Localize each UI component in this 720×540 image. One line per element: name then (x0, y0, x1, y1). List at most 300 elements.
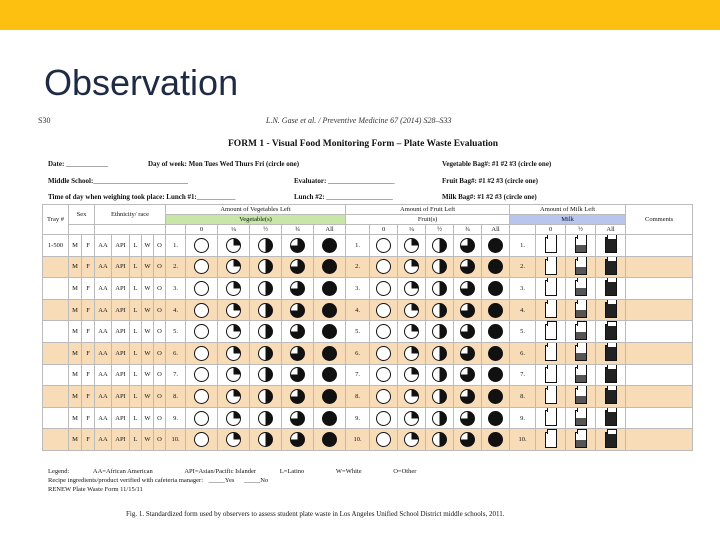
plate-circle-icon[interactable] (226, 367, 241, 382)
milk-carton-icon[interactable] (545, 259, 557, 275)
milk-row-number: 6. (510, 342, 536, 364)
fruit-row-number: 1. (346, 235, 370, 257)
plate-circle-icon[interactable] (258, 411, 273, 426)
milk-carton-icon[interactable] (605, 302, 617, 318)
ethnicity-option[interactable]: W (142, 364, 154, 386)
form-document (38, 112, 688, 522)
milk-row-number: 5. (510, 321, 536, 343)
comments-cell[interactable] (626, 342, 693, 364)
ethnicity-option[interactable]: W (142, 278, 154, 300)
school-field: Middle School:___________________________ (48, 177, 188, 185)
plate-circle-icon[interactable] (488, 303, 503, 318)
plate-circle-icon[interactable] (376, 238, 391, 253)
sex-f-option[interactable]: F (82, 364, 95, 386)
plate-circle-icon[interactable] (376, 303, 391, 318)
veg-row-number: 1. (166, 235, 186, 257)
tray-cell (43, 429, 69, 451)
ethnicity-option[interactable]: L (130, 386, 142, 408)
plate-circle-icon[interactable] (290, 367, 305, 382)
veg-row-number: 8. (166, 386, 186, 408)
ethnicity-option[interactable]: O (154, 299, 166, 321)
col-comments: Comments (626, 205, 693, 235)
fruit-row-number: 3. (346, 278, 370, 300)
ethnicity-option[interactable]: AA (95, 256, 112, 278)
sex-m-option[interactable]: M (69, 278, 82, 300)
plate-circle-icon[interactable] (488, 324, 503, 339)
table-row (43, 278, 693, 300)
plate-circle-icon[interactable] (322, 238, 337, 253)
ethnicity-option[interactable]: API (112, 429, 130, 451)
plate-circle-icon[interactable] (432, 411, 447, 426)
table-row (43, 235, 693, 257)
ethnicity-option[interactable]: W (142, 342, 154, 364)
form-title: FORM 1 - Visual Food Monitoring Form – Plate Waste Evaluation (228, 139, 499, 149)
fruit-bag-field: Fruit Bag#: #1 #2 #3 (circle one) (442, 177, 538, 185)
sex-m-option[interactable]: M (69, 364, 82, 386)
plate-circle-icon[interactable] (290, 303, 305, 318)
plate-circle-icon[interactable] (432, 259, 447, 274)
plate-circle-icon[interactable] (290, 259, 305, 274)
comments-cell[interactable] (626, 278, 693, 300)
tray-cell (43, 256, 69, 278)
top-accent-bar (0, 0, 720, 30)
veg-row-number: 10. (166, 429, 186, 451)
ethnicity-option[interactable]: API (112, 235, 130, 257)
ethnicity-option[interactable]: O (154, 321, 166, 343)
plate-circle-icon[interactable] (322, 432, 337, 447)
plate-circle-icon[interactable] (322, 411, 337, 426)
table-row (43, 256, 693, 278)
plate-circle-icon[interactable] (194, 389, 209, 404)
sex-m-option[interactable]: M (69, 321, 82, 343)
milk-row-number: 3. (510, 278, 536, 300)
plate-circle-icon[interactable] (226, 389, 241, 404)
plate-circle-icon[interactable] (432, 303, 447, 318)
plate-circle-icon[interactable] (432, 346, 447, 361)
plate-circle-icon[interactable] (194, 432, 209, 447)
tray-cell (43, 386, 69, 408)
plate-circle-icon[interactable] (488, 411, 503, 426)
plate-circle-icon[interactable] (460, 324, 475, 339)
ethnicity-option[interactable]: L (130, 342, 142, 364)
fruit-level: All (482, 225, 510, 235)
ethnicity-option[interactable]: W (142, 299, 154, 321)
veg-row-number: 2. (166, 256, 186, 278)
renew-line: RENEW Plate Waste Form 11/15/11 (48, 486, 143, 493)
sex-m-option[interactable]: M (69, 235, 82, 257)
ethnicity-option[interactable]: AA (95, 364, 112, 386)
ethnicity-option[interactable]: L (130, 299, 142, 321)
ethnicity-option[interactable]: L (130, 321, 142, 343)
plate-circle-icon[interactable] (488, 389, 503, 404)
fruit-level: ½ (426, 225, 454, 235)
plate-circle-icon[interactable] (460, 238, 475, 253)
sex-f-option[interactable]: F (82, 321, 95, 343)
plate-circle-icon[interactable] (258, 346, 273, 361)
ethnicity-option[interactable]: AA (95, 429, 112, 451)
veg-row-number: 6. (166, 342, 186, 364)
ethnicity-option[interactable]: O (154, 407, 166, 429)
milk-carton-icon[interactable] (575, 280, 587, 296)
plate-circle-icon[interactable] (194, 238, 209, 253)
milk-carton-icon[interactable] (605, 388, 617, 404)
plate-circle-icon[interactable] (290, 281, 305, 296)
plate-circle-icon[interactable] (460, 389, 475, 404)
sex-f-option[interactable]: F (82, 429, 95, 451)
veg-level: ½ (250, 225, 282, 235)
plate-circle-icon[interactable] (404, 259, 419, 274)
veg-level: 0 (186, 225, 218, 235)
ethnicity-option[interactable]: O (154, 278, 166, 300)
lunch2-field: Lunch #2: ___________________ (294, 193, 393, 201)
plate-circle-icon[interactable] (194, 324, 209, 339)
plate-circle-icon[interactable] (404, 238, 419, 253)
comments-cell[interactable] (626, 299, 693, 321)
plate-circle-icon[interactable] (322, 281, 337, 296)
tray-cell (43, 321, 69, 343)
ethnicity-option[interactable]: L (130, 429, 142, 451)
ethnicity-option[interactable]: L (130, 256, 142, 278)
sex-m-option[interactable]: M (69, 342, 82, 364)
comments-cell[interactable] (626, 429, 693, 451)
plate-circle-icon[interactable] (290, 432, 305, 447)
plate-circle-icon[interactable] (488, 281, 503, 296)
table-row (43, 364, 693, 386)
col-fruit-group: Amount of Fruit Left (346, 205, 510, 215)
plate-circle-icon[interactable] (460, 346, 475, 361)
comments-cell[interactable] (626, 235, 693, 257)
fruit-row-number: 2. (346, 256, 370, 278)
ethnicity-option[interactable]: API (112, 321, 130, 343)
plate-circle-icon[interactable] (376, 346, 391, 361)
milk-row-number: 8. (510, 386, 536, 408)
sex-m-option[interactable]: M (69, 386, 82, 408)
plate-circle-icon[interactable] (258, 238, 273, 253)
ethnicity-option[interactable]: O (154, 235, 166, 257)
col-veg-group: Amount of Vegetables Left (166, 205, 346, 215)
milk-carton-icon[interactable] (545, 324, 557, 340)
ethnicity-option[interactable]: O (154, 364, 166, 386)
ethnicity-option[interactable]: AA (95, 407, 112, 429)
veg-row-number: 4. (166, 299, 186, 321)
plate-circle-icon[interactable] (404, 432, 419, 447)
plate-circle-icon[interactable] (226, 324, 241, 339)
plate-circle-icon[interactable] (258, 259, 273, 274)
plate-circle-icon[interactable] (404, 367, 419, 382)
milk-level: 0 (536, 225, 566, 235)
plate-circle-icon[interactable] (226, 259, 241, 274)
plate-circle-icon[interactable] (322, 259, 337, 274)
ethnicity-option[interactable]: AA (95, 321, 112, 343)
tray-cell (43, 278, 69, 300)
col-fruit-sub: Fruit(s) (346, 215, 510, 225)
milk-bag-field: Milk Bag#: #1 #2 #3 (circle one) (442, 193, 537, 201)
sex-f-option[interactable]: F (82, 278, 95, 300)
plate-circle-icon[interactable] (226, 238, 241, 253)
plate-circle-icon[interactable] (226, 346, 241, 361)
sex-f-option[interactable]: F (82, 386, 95, 408)
sex-m-option[interactable]: M (69, 429, 82, 451)
ethnicity-option[interactable]: O (154, 256, 166, 278)
ethnicity-option[interactable]: W (142, 429, 154, 451)
col-sex: Sex (69, 205, 95, 225)
col-ethnicity: Ethnicity/ race (95, 205, 166, 225)
milk-row-number: 7. (510, 364, 536, 386)
sex-f-option[interactable]: F (82, 299, 95, 321)
milk-row-number: 2. (510, 256, 536, 278)
plate-circle-icon[interactable] (460, 281, 475, 296)
milk-level: ½ (566, 225, 596, 235)
plate-circle-icon[interactable] (460, 303, 475, 318)
ethnicity-option[interactable]: L (130, 235, 142, 257)
plate-circle-icon[interactable] (432, 281, 447, 296)
plate-circle-icon[interactable] (258, 303, 273, 318)
ethnicity-option[interactable]: AA (95, 342, 112, 364)
ethnicity-option[interactable]: L (130, 364, 142, 386)
plate-circle-icon[interactable] (432, 432, 447, 447)
ethnicity-option[interactable]: AA (95, 386, 112, 408)
plate-circle-icon[interactable] (258, 389, 273, 404)
table-row (43, 386, 693, 408)
ethnicity-option[interactable]: L (130, 407, 142, 429)
milk-carton-icon[interactable] (575, 237, 587, 253)
plate-circle-icon[interactable] (226, 432, 241, 447)
date-field: Date: ____________ (48, 160, 109, 168)
fruit-row-number: 6. (346, 342, 370, 364)
veg-bag-field: Vegetable Bag#: #1 #2 #3 (circle one) (442, 160, 552, 168)
plate-circle-icon[interactable] (376, 432, 391, 447)
veg-level: ¾ (282, 225, 314, 235)
plate-circle-icon[interactable] (258, 432, 273, 447)
plate-circle-icon[interactable] (194, 259, 209, 274)
milk-carton-icon[interactable] (605, 367, 617, 383)
plate-circle-icon[interactable] (258, 367, 273, 382)
ethnicity-option[interactable]: API (112, 256, 130, 278)
plate-circle-icon[interactable] (432, 324, 447, 339)
milk-row-number: 4. (510, 299, 536, 321)
tray-cell (43, 342, 69, 364)
ethnicity-option[interactable]: O (154, 342, 166, 364)
plate-circle-icon[interactable] (322, 324, 337, 339)
tray-cell (43, 299, 69, 321)
ethnicity-option[interactable]: O (154, 429, 166, 451)
veg-level: ¼ (218, 225, 250, 235)
ethnicity-option[interactable]: L (130, 278, 142, 300)
veg-row-number: 9. (166, 407, 186, 429)
plate-circle-icon[interactable] (290, 411, 305, 426)
plate-circle-icon[interactable] (376, 367, 391, 382)
plate-circle-icon[interactable] (290, 346, 305, 361)
plate-circle-icon[interactable] (488, 367, 503, 382)
ethnicity-option[interactable]: W (142, 407, 154, 429)
plate-circle-icon[interactable] (194, 411, 209, 426)
plate-circle-icon[interactable] (322, 303, 337, 318)
milk-carton-icon[interactable] (605, 259, 617, 275)
plate-waste-table (42, 204, 693, 451)
sex-m-option[interactable]: M (69, 256, 82, 278)
milk-carton-icon[interactable] (545, 345, 557, 361)
citation: L.N. Gase et al. / Preventive Medicine 67 (2014) S28–S33 (266, 116, 452, 125)
milk-row-number: 1. (510, 235, 536, 257)
comments-cell[interactable] (626, 407, 693, 429)
plate-circle-icon[interactable] (258, 324, 273, 339)
col-tray: Tray # (43, 205, 69, 235)
milk-carton-icon[interactable] (545, 410, 557, 426)
fruit-level: 0 (370, 225, 398, 235)
plate-circle-icon[interactable] (376, 281, 391, 296)
plate-circle-icon[interactable] (432, 367, 447, 382)
sex-m-option[interactable]: M (69, 407, 82, 429)
col-milk-sub: Milk (510, 215, 626, 225)
milk-carton-icon[interactable] (545, 302, 557, 318)
fruit-row-number: 7. (346, 364, 370, 386)
plate-circle-icon[interactable] (226, 411, 241, 426)
veg-row-number: 3. (166, 278, 186, 300)
milk-carton-icon[interactable] (545, 237, 557, 253)
plate-circle-icon[interactable] (488, 346, 503, 361)
plate-circle-icon[interactable] (258, 281, 273, 296)
plate-circle-icon[interactable] (194, 303, 209, 318)
milk-carton-icon[interactable] (605, 237, 617, 253)
milk-carton-icon[interactable] (545, 367, 557, 383)
table-row (43, 342, 693, 364)
ethnicity-option[interactable]: API (112, 386, 130, 408)
plate-circle-icon[interactable] (488, 259, 503, 274)
ethnicity-option[interactable]: W (142, 256, 154, 278)
comments-cell[interactable] (626, 386, 693, 408)
plate-circle-icon[interactable] (376, 389, 391, 404)
plate-circle-icon[interactable] (460, 411, 475, 426)
comments-cell[interactable] (626, 256, 693, 278)
day-field: Day of week: Mon Tues Wed Thurs Fri (circle one) (148, 160, 300, 168)
milk-carton-icon[interactable] (605, 345, 617, 361)
fruit-row-number: 5. (346, 321, 370, 343)
milk-carton-icon[interactable] (575, 324, 587, 340)
milk-row-number: 10. (510, 429, 536, 451)
ethnicity-option[interactable]: API (112, 407, 130, 429)
ethnicity-option[interactable]: O (154, 386, 166, 408)
milk-carton-icon[interactable] (575, 410, 587, 426)
tray-cell (43, 407, 69, 429)
plate-circle-icon[interactable] (376, 259, 391, 274)
tray-cell (43, 364, 69, 386)
milk-row-number: 9. (510, 407, 536, 429)
plate-circle-icon[interactable] (194, 346, 209, 361)
plate-circle-icon[interactable] (322, 389, 337, 404)
sex-f-option[interactable]: F (82, 235, 95, 257)
table-row (43, 321, 693, 343)
ethnicity-option[interactable]: W (142, 321, 154, 343)
ethnicity-option[interactable]: AA (95, 278, 112, 300)
plate-circle-icon[interactable] (404, 303, 419, 318)
table-row (43, 299, 693, 321)
milk-carton-icon[interactable] (605, 432, 617, 448)
plate-circle-icon[interactable] (460, 367, 475, 382)
plate-circle-icon[interactable] (404, 346, 419, 361)
table-row (43, 407, 693, 429)
figure-caption: Fig. 1. Standardized form used by observers to assess student plate waste in Los Angeles Unified School District middle schools, 2011. (126, 510, 505, 518)
table-row (43, 429, 693, 451)
plate-circle-icon[interactable] (404, 389, 419, 404)
plate-circle-icon[interactable] (290, 324, 305, 339)
slide-title: Observation (44, 62, 239, 103)
milk-carton-icon[interactable] (605, 324, 617, 340)
plate-circle-icon[interactable] (226, 303, 241, 318)
comments-cell[interactable] (626, 364, 693, 386)
plate-circle-icon[interactable] (194, 281, 209, 296)
legend-line: Legend: AA=African American API=Asian/Pacific Islander L=Latino W=White O=Other (48, 468, 417, 475)
tray-cell: 1-500 (43, 235, 69, 257)
plate-circle-icon[interactable] (460, 432, 475, 447)
veg-row-number: 5. (166, 321, 186, 343)
plate-circle-icon[interactable] (488, 238, 503, 253)
sex-f-option[interactable]: F (82, 342, 95, 364)
milk-carton-icon[interactable] (605, 280, 617, 296)
plate-circle-icon[interactable] (432, 389, 447, 404)
verify-line: Recipe ingredients/product verified with cafeteria manager: _____Yes _____No (48, 477, 269, 484)
sex-m-option[interactable]: M (69, 299, 82, 321)
milk-carton-icon[interactable] (575, 302, 587, 318)
veg-level: All (314, 225, 346, 235)
plate-circle-icon[interactable] (194, 367, 209, 382)
fruit-row-number: 4. (346, 299, 370, 321)
plate-circle-icon[interactable] (432, 238, 447, 253)
fruit-level: ¼ (398, 225, 426, 235)
fruit-row-number: 10. (346, 429, 370, 451)
fruit-row-number: 9. (346, 407, 370, 429)
sex-f-option[interactable]: F (82, 256, 95, 278)
plate-circle-icon[interactable] (290, 389, 305, 404)
milk-level: All (596, 225, 626, 235)
milk-carton-icon[interactable] (575, 432, 587, 448)
ethnicity-option[interactable]: W (142, 386, 154, 408)
sex-f-option[interactable]: F (82, 407, 95, 429)
ethnicity-option[interactable]: API (112, 342, 130, 364)
plate-circle-icon[interactable] (376, 411, 391, 426)
ethnicity-option[interactable]: W (142, 235, 154, 257)
evaluator-field: Evaluator: ___________________ (294, 177, 395, 185)
fruit-row-number: 8. (346, 386, 370, 408)
plate-circle-icon[interactable] (376, 324, 391, 339)
milk-carton-icon[interactable] (545, 432, 557, 448)
plate-circle-icon[interactable] (404, 281, 419, 296)
ethnicity-option[interactable]: AA (95, 299, 112, 321)
milk-carton-icon[interactable] (545, 280, 557, 296)
plate-circle-icon[interactable] (488, 432, 503, 447)
milk-carton-icon[interactable] (575, 345, 587, 361)
plate-circle-icon[interactable] (322, 346, 337, 361)
ethnicity-option[interactable]: API (112, 278, 130, 300)
time-field: Time of day when weighing took place: Lunch #1:___________ (48, 193, 236, 201)
ethnicity-option[interactable]: AA (95, 235, 112, 257)
ethnicity-option[interactable]: API (112, 299, 130, 321)
plate-circle-icon[interactable] (290, 238, 305, 253)
ethnicity-option[interactable]: API (112, 364, 130, 386)
veg-row-number: 7. (166, 364, 186, 386)
plate-circle-icon[interactable] (404, 411, 419, 426)
milk-carton-icon[interactable] (575, 367, 587, 383)
col-veg-sub: Vegetable(s) (166, 215, 346, 225)
plate-circle-icon[interactable] (226, 281, 241, 296)
milk-carton-icon[interactable] (575, 259, 587, 275)
milk-carton-icon[interactable] (545, 388, 557, 404)
comments-cell[interactable] (626, 321, 693, 343)
plate-circle-icon[interactable] (322, 367, 337, 382)
milk-carton-icon[interactable] (605, 410, 617, 426)
milk-carton-icon[interactable] (575, 388, 587, 404)
plate-circle-icon[interactable] (404, 324, 419, 339)
plate-circle-icon[interactable] (460, 259, 475, 274)
